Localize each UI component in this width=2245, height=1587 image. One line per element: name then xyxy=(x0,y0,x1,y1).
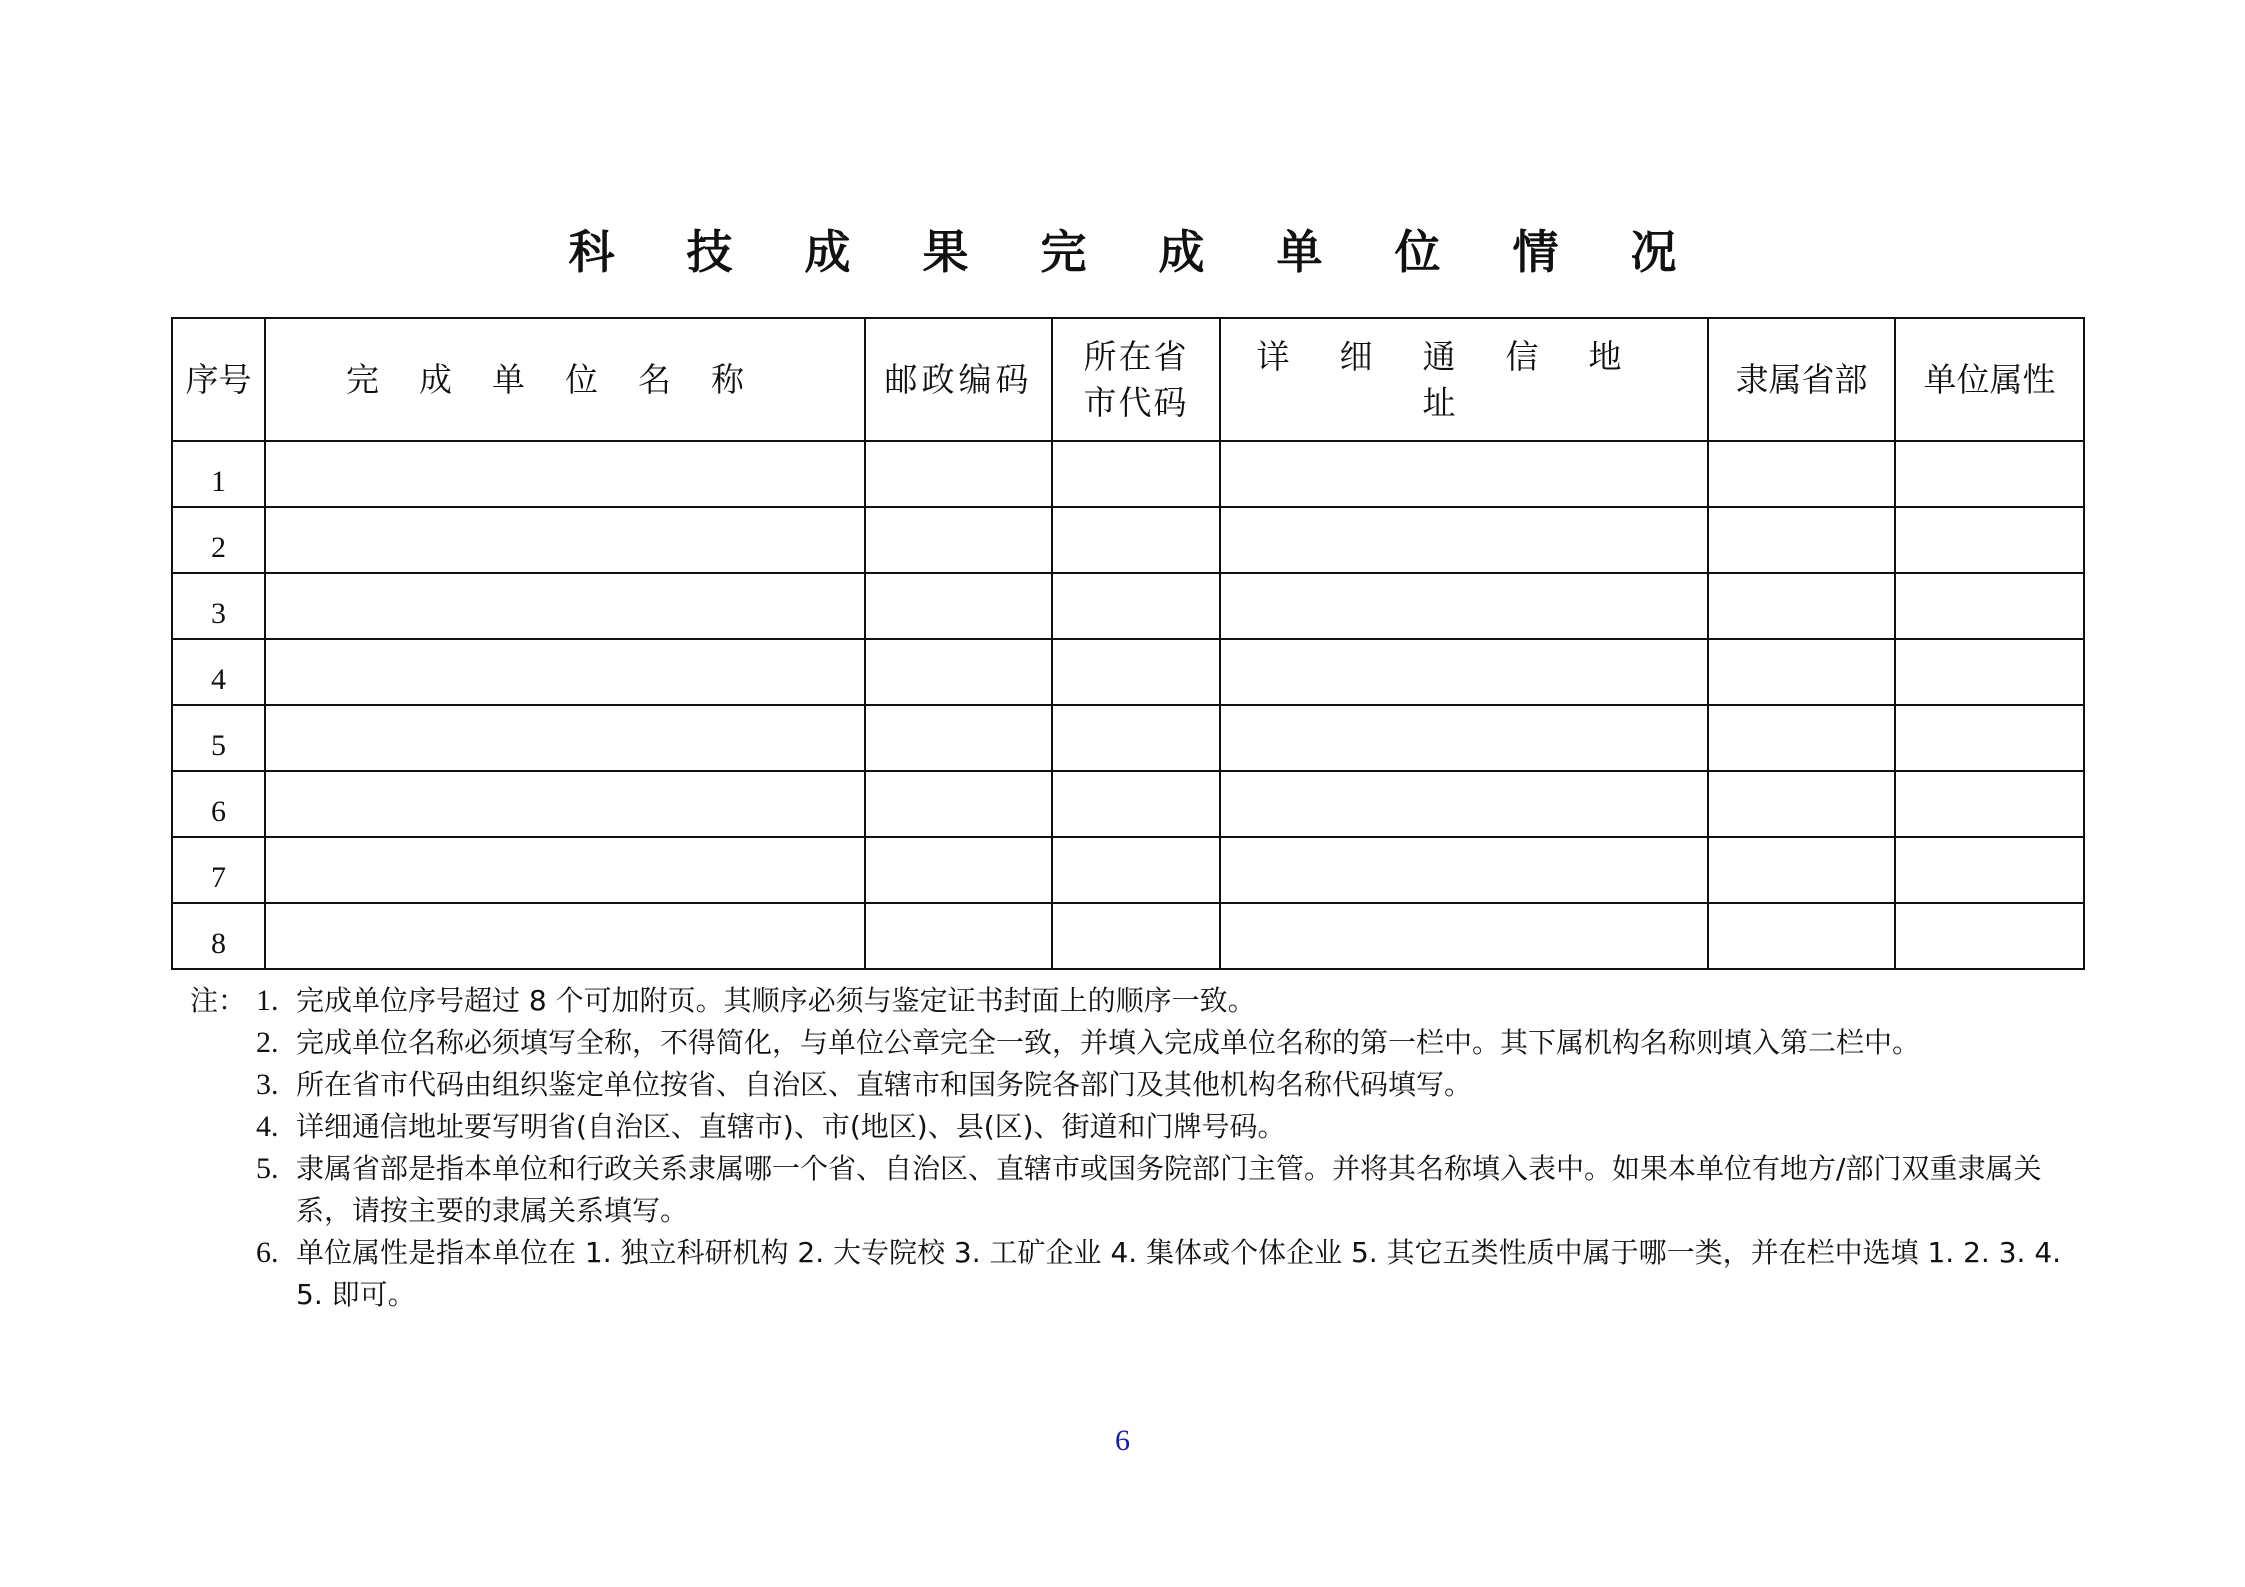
table-row xyxy=(172,705,2084,771)
header-region-code: 所在省市代码 xyxy=(1052,318,1220,441)
note-text: 所在省市代码由组织鉴定单位按省、自治区、直辖市和国务院各部门及其他机构名称代码填写。 xyxy=(296,1068,1473,1101)
region-code-cell[interactable] xyxy=(1052,903,1220,969)
affiliation-cell[interactable] xyxy=(1708,705,1895,771)
notes-prefix: 注： xyxy=(190,984,247,1017)
unit-type-cell[interactable] xyxy=(1895,771,2084,837)
unit-type-cell[interactable] xyxy=(1895,903,2084,969)
row-seq: 3 xyxy=(172,573,265,639)
table-header-row xyxy=(172,318,2084,441)
affiliation-cell[interactable] xyxy=(1708,771,1895,837)
row-seq: 8 xyxy=(172,903,265,969)
address-cell[interactable] xyxy=(1220,441,1708,507)
notes-section xyxy=(190,980,2070,1316)
table-row xyxy=(172,441,2084,507)
row-seq: 7 xyxy=(172,837,265,903)
row-seq: 2 xyxy=(172,507,265,573)
postal-code-cell[interactable] xyxy=(865,639,1052,705)
unit-type-cell[interactable] xyxy=(1895,705,2084,771)
unit-name-cell[interactable] xyxy=(265,573,865,639)
header-address: 详细通信地址 xyxy=(1220,318,1708,441)
unit-type-cell[interactable] xyxy=(1895,837,2084,903)
note-item xyxy=(190,1232,2070,1316)
note-number: 5. xyxy=(256,1152,279,1185)
unit-type-cell[interactable] xyxy=(1895,639,2084,705)
address-cell[interactable] xyxy=(1220,771,1708,837)
address-cell[interactable] xyxy=(1220,573,1708,639)
region-code-cell[interactable] xyxy=(1052,771,1220,837)
header-unit-name: 完成单位名称 xyxy=(265,318,865,441)
region-code-cell[interactable] xyxy=(1052,573,1220,639)
row-seq: 6 xyxy=(172,771,265,837)
affiliation-cell[interactable] xyxy=(1708,507,1895,573)
affiliation-cell[interactable] xyxy=(1708,639,1895,705)
region-code-cell[interactable] xyxy=(1052,441,1220,507)
affiliation-cell[interactable] xyxy=(1708,903,1895,969)
note-item xyxy=(190,1148,2070,1232)
note-number: 4. xyxy=(256,1110,279,1143)
postal-code-cell[interactable] xyxy=(865,705,1052,771)
note-text: 单位属性是指本单位在 1. 独立科研机构 2. 大专院校 3. 工矿企业 4. 集体或个体企业 5. 其它五类性质中属于哪一类，并在栏中选填 1. 2. 3. 4. 5. 即可。 xyxy=(296,1236,2062,1311)
postal-code-cell[interactable] xyxy=(865,573,1052,639)
completion-unit-table xyxy=(171,317,2085,970)
unit-name-cell[interactable] xyxy=(265,705,865,771)
unit-name-cell[interactable] xyxy=(265,507,865,573)
table-row xyxy=(172,573,2084,639)
note-item xyxy=(190,1064,2070,1106)
note-text: 隶属省部是指本单位和行政关系隶属哪一个省、自治区、直辖市或国务院部门主管。并将其名称填入表中。如果本单位有地方/部门双重隶属关系，请按主要的隶属关系填写。 xyxy=(296,1152,2042,1227)
address-cell[interactable] xyxy=(1220,705,1708,771)
affiliation-cell[interactable] xyxy=(1708,837,1895,903)
header-postal-code: 邮政编码 xyxy=(865,318,1052,441)
note-number: 2. xyxy=(256,1026,279,1059)
header-affiliation: 隶属省部 xyxy=(1708,318,1895,441)
unit-name-cell[interactable] xyxy=(265,441,865,507)
note-text: 完成单位序号超过 8 个可加附页。其顺序必须与鉴定证书封面上的顺序一致。 xyxy=(296,984,1256,1017)
page-number: 6 xyxy=(1115,1424,1130,1457)
region-code-cell[interactable] xyxy=(1052,507,1220,573)
note-item xyxy=(190,1106,2070,1148)
region-code-cell[interactable] xyxy=(1052,837,1220,903)
page-title: 科技成果完成单位情况 xyxy=(568,225,1749,279)
address-cell[interactable] xyxy=(1220,903,1708,969)
table-row xyxy=(172,639,2084,705)
postal-code-cell[interactable] xyxy=(865,507,1052,573)
affiliation-cell[interactable] xyxy=(1708,573,1895,639)
postal-code-cell[interactable] xyxy=(865,837,1052,903)
header-seq: 序号 xyxy=(172,318,265,441)
note-number: 1. xyxy=(256,984,279,1017)
unit-name-cell[interactable] xyxy=(265,903,865,969)
row-seq: 5 xyxy=(172,705,265,771)
unit-name-cell[interactable] xyxy=(265,639,865,705)
region-code-cell[interactable] xyxy=(1052,705,1220,771)
postal-code-cell[interactable] xyxy=(865,771,1052,837)
postal-code-cell[interactable] xyxy=(865,903,1052,969)
unit-name-cell[interactable] xyxy=(265,771,865,837)
address-cell[interactable] xyxy=(1220,639,1708,705)
note-number: 3. xyxy=(256,1068,279,1101)
postal-code-cell[interactable] xyxy=(865,441,1052,507)
row-seq: 4 xyxy=(172,639,265,705)
unit-name-cell[interactable] xyxy=(265,837,865,903)
unit-type-cell[interactable] xyxy=(1895,441,2084,507)
table-row xyxy=(172,771,2084,837)
unit-type-cell[interactable] xyxy=(1895,573,2084,639)
note-text: 详细通信地址要写明省(自治区、直辖市)、市(地区)、县(区)、街道和门牌号码。 xyxy=(296,1110,1286,1143)
region-code-cell[interactable] xyxy=(1052,639,1220,705)
header-unit-type: 单位属性 xyxy=(1895,318,2084,441)
note-number: 6. xyxy=(256,1236,279,1269)
note-item xyxy=(190,980,2070,1022)
note-text: 完成单位名称必须填写全称，不得简化，与单位公章完全一致，并填入完成单位名称的第一栏中。其下属机构名称则填入第二栏中。 xyxy=(296,1026,1921,1059)
table-row xyxy=(172,507,2084,573)
address-cell[interactable] xyxy=(1220,507,1708,573)
row-seq: 1 xyxy=(172,441,265,507)
note-item xyxy=(190,1022,2070,1064)
table-row xyxy=(172,903,2084,969)
address-cell[interactable] xyxy=(1220,837,1708,903)
affiliation-cell[interactable] xyxy=(1708,441,1895,507)
unit-type-cell[interactable] xyxy=(1895,507,2084,573)
table-row xyxy=(172,837,2084,903)
